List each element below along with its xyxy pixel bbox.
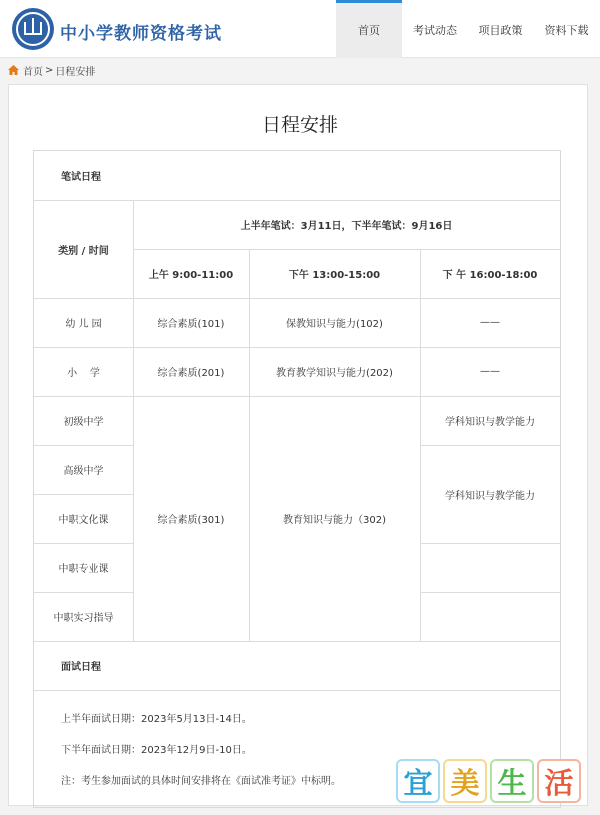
interview-note: 注：考生参加面试的具体时间安排将在《面试准考证》中标明。 (61, 776, 341, 787)
primary-afternoon-subject: 教育教学知识与能力(202) (276, 368, 393, 379)
home-icon[interactable] (8, 65, 19, 75)
interview-schedule-title: 面试日程 (61, 662, 101, 673)
primary-evening-subject: —— (480, 366, 500, 377)
watermark-char: 活 (537, 759, 581, 803)
category-vocational-internship: 中职实习指导 (53, 613, 114, 624)
category-senior-high: 高级中学 (63, 466, 104, 477)
secondary-afternoon-subject: 教育知识与能力（302) (283, 515, 386, 526)
breadcrumb-separator: > (45, 64, 54, 76)
watermark-char: 宜 (396, 759, 440, 803)
senior-high-evening-subject: 学科知识与教学能力 (445, 490, 535, 502)
secondary-morning-subject: 综合素质(301) (157, 515, 225, 526)
category-primary: 小 学 (67, 368, 100, 379)
written-dates-header: 上半年笔试：3月11日，下半年笔试：9月16日 (240, 221, 453, 232)
interview-second-half: 下半年面试日期：2023年12月9日-10日。 (61, 745, 252, 756)
site-title[interactable]: 中小学教师资格考试 (60, 24, 222, 44)
nav-downloads[interactable]: 资料下载 (544, 24, 589, 37)
main-nav (336, 0, 600, 58)
watermark-logo (396, 759, 584, 803)
category-time-header: 类别 / 时间 (58, 245, 109, 257)
category-kindergarten: 幼 儿 园 (65, 319, 102, 330)
watermark-char: 生 (490, 759, 534, 803)
session-morning-header: 上午 9:00-11:00 (148, 270, 234, 281)
nav-policy[interactable]: 项目政策 (478, 24, 523, 37)
written-schedule-title: 笔试日程 (61, 172, 101, 183)
session-evening-header: 下 午 16:00-18:00 (442, 270, 538, 281)
kindergarten-evening-subject: —— (480, 317, 500, 328)
watermark-char: 美 (443, 759, 487, 803)
schedule-table (33, 150, 561, 808)
category-junior-high: 初级中学 (63, 417, 104, 428)
interview-first-half: 上半年面试日期：2023年5月13日-14日。 (61, 714, 252, 725)
category-vocational-culture: 中职文化课 (58, 515, 109, 526)
page-title: 日程安排 (261, 114, 338, 136)
kindergarten-afternoon-subject: 保教知识与能力(102) (286, 319, 383, 330)
logo-icon[interactable] (12, 8, 54, 50)
breadcrumb (8, 63, 95, 77)
junior-high-evening-subject: 学科知识与教学能力 (445, 417, 535, 428)
session-afternoon-header: 下午 13:00-15:00 (288, 270, 381, 281)
category-vocational-specialty: 中职专业课 (58, 564, 109, 575)
kindergarten-morning-subject: 综合素质(101) (157, 319, 225, 330)
nav-home[interactable]: 首页 (336, 0, 402, 58)
nav-exam-news[interactable]: 考试动态 (413, 24, 457, 37)
site-header (0, 0, 600, 58)
breadcrumb-current: 日程安排 (55, 66, 96, 78)
breadcrumb-home[interactable]: 首页 (23, 66, 43, 78)
primary-morning-subject: 综合素质(201) (157, 368, 225, 379)
